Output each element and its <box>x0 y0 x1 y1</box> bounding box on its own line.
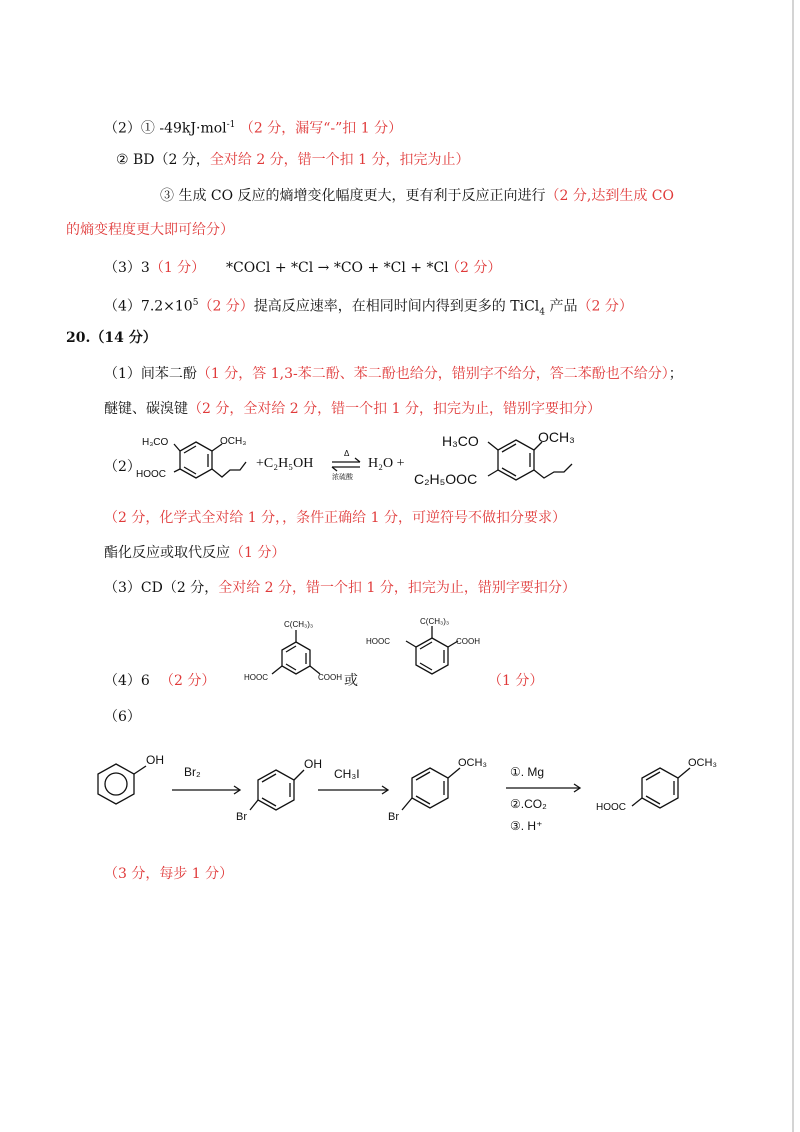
q19-part3 <box>104 258 205 278</box>
answer-text: （2）① -49kJ·mol <box>104 120 227 137</box>
label-hooc: HOOC <box>244 673 268 682</box>
label-tbutyl: C(CH₃)₃ <box>284 620 314 629</box>
q19-part2-3 <box>160 186 674 206</box>
label-och3: OCH₃ <box>220 436 247 447</box>
bond <box>488 442 498 450</box>
ring-double-bond <box>502 444 516 452</box>
answer-text: （1）间苯二酚 <box>104 366 197 382</box>
q20-part2-label: （2） <box>104 459 141 475</box>
punctuation: ； <box>668 366 683 382</box>
reagent-acid: ③. H⁺ <box>510 819 543 833</box>
label-h3co: H₃CO <box>142 437 169 448</box>
product-ring <box>642 768 678 808</box>
q19-part2-3-cont: 的熵变程度更大即可给分） <box>66 222 234 238</box>
scoring-note: （2 分，漏写“-”扣 1 分） <box>239 120 403 137</box>
label-hooc: HOOC <box>136 469 166 480</box>
phenol-ring <box>98 764 134 804</box>
bond <box>678 768 690 778</box>
unit-superscript: -1 <box>226 120 236 130</box>
label-h3co: H₃CO <box>442 433 479 449</box>
label-oh: OH <box>304 757 322 771</box>
reagent-ch3i: CH₃I <box>334 767 360 781</box>
scoring-note: （1 分） <box>230 545 286 561</box>
condition-heat: Δ <box>344 449 350 458</box>
isomer-2-structure <box>362 614 492 684</box>
label-hooc: HOOC <box>366 637 390 646</box>
benzene-ring <box>180 442 212 478</box>
ring-double-bond <box>646 796 660 804</box>
bond <box>250 800 258 810</box>
label-och3: OCH₃ <box>688 757 717 769</box>
scoring-note: 全对给 2 分，错一个扣 1 分，扣完为止，错别字要扣分） <box>218 580 576 596</box>
bond <box>134 766 146 774</box>
scoring-note: （1 分） <box>149 260 206 276</box>
benzene-ring <box>416 638 448 674</box>
answer-text: （3）CD <box>104 580 163 596</box>
answer-text: ③ 生成 CO 反应的熵增变化幅度更大，更有利于反应正向进行 <box>160 188 546 204</box>
q20-part4-label <box>104 671 150 691</box>
bond <box>448 768 460 778</box>
bromophenol-ring <box>258 770 294 810</box>
bond <box>488 470 498 476</box>
ring-double-bond <box>262 798 276 806</box>
ring-double-bond <box>502 468 516 476</box>
aromatic-circle <box>105 773 127 795</box>
label-br: Br <box>236 811 247 823</box>
answer-text: （4）6 <box>104 673 150 689</box>
scoring-note-black: （2 分， <box>162 580 219 596</box>
q20-part4-note: （2 分） <box>160 673 216 689</box>
q20-part2b <box>104 543 285 563</box>
scoring-note-2: （2 分） <box>577 298 633 315</box>
label-ester: C₂H₅OOC <box>414 471 478 487</box>
bond <box>402 798 412 810</box>
water-plus: H₂O + <box>368 456 405 471</box>
q20-part1b <box>104 399 601 419</box>
answer-text: （4）7.2×10 <box>104 298 193 315</box>
ring-double-bond <box>262 774 276 782</box>
page-edge <box>792 0 794 1132</box>
q20-part6-note: （3 分，每步 1 分） <box>104 866 234 882</box>
benzene-ring <box>498 440 534 480</box>
q20-part4-note2: （1 分） <box>488 673 544 689</box>
allyl-group <box>534 464 572 478</box>
label-och3: OCH₃ <box>538 429 575 445</box>
q19-part4 <box>104 293 633 322</box>
scoring-note: 全对给 2 分，错一个扣 1 分，扣完为止） <box>209 152 470 168</box>
label-br: Br <box>388 811 399 823</box>
bond <box>632 798 642 806</box>
answer-text: （3）3 <box>104 260 150 276</box>
label-tbutyl: C(CH₃)₃ <box>420 617 450 626</box>
q19-part3-equation: *COCl + *Cl → *CO + *Cl + *Cl <box>226 260 449 276</box>
scoring-note: （2 分,达到生成 CO <box>545 188 674 204</box>
q20-heading: 20.（14 分） <box>66 330 157 346</box>
q20-part3 <box>104 578 576 598</box>
q20-part2-note: （2 分，化学式全对给 1 分，，条件正确给 1 分，可逆符号不做扣分要求） <box>104 510 566 526</box>
plus-ethanol: +C₂H₅OH <box>256 456 314 471</box>
label-och3: OCH₃ <box>458 757 487 769</box>
reagent-br2: Br₂ <box>184 765 201 779</box>
condition-acid: 浓硫酸 <box>332 474 353 481</box>
label-oh: OH <box>146 753 164 767</box>
reagent-mg: ①. Mg <box>510 765 545 779</box>
reversible-arrow <box>330 448 364 486</box>
q20-part1 <box>104 364 683 384</box>
scoring-note: （1 分，答 1,3-苯二酚、苯二酚也给分，错别字不给分，答二苯酚也不给分） <box>196 366 669 382</box>
scoring-note-black: （2 分， <box>154 152 210 168</box>
q19-part2-2 <box>116 150 470 170</box>
answer-text-3: 产品 <box>545 298 578 315</box>
ring-double-bond <box>646 772 660 780</box>
bond <box>174 469 180 472</box>
isomer-1-structure <box>240 616 350 688</box>
or-word: 或 <box>344 673 358 689</box>
q20-part6-label: （6） <box>104 709 141 725</box>
reagent-co2: ②.CO₂ <box>510 797 547 811</box>
exponent: 5 <box>192 298 199 308</box>
label-cooh: COOH <box>318 673 342 682</box>
allyl-group <box>212 462 246 477</box>
bond <box>174 444 180 451</box>
subscript: 4 <box>539 307 546 318</box>
answer-text-2: 提高反应速率，在相同时间内得到更多的 TiCl <box>253 298 540 315</box>
bromoanisole-ring <box>412 768 448 808</box>
scoring-note: （2 分） <box>198 298 254 315</box>
ring-double-bond <box>416 796 430 804</box>
answer-text: 酯化反应或取代反应 <box>104 545 230 561</box>
bond <box>406 641 416 647</box>
q19-part2-1 <box>104 115 402 139</box>
bond <box>272 666 282 674</box>
answer-text: 醚键、碳溴键 <box>104 401 188 417</box>
answer-text: ② BD <box>116 152 155 168</box>
label-hooc: HOOC <box>596 802 626 813</box>
label-cooh: COOH <box>456 637 480 646</box>
bond <box>294 770 304 780</box>
ring-double-bond <box>416 772 430 780</box>
product-ester-structure <box>412 426 582 502</box>
scoring-note: （2 分，全对给 2 分，错一个扣 1 分，扣完为止，错别字要扣分） <box>188 401 601 417</box>
reactant-structure <box>130 434 250 494</box>
q19-part3-note2: （2 分） <box>446 260 502 276</box>
synthesis-route <box>96 748 736 844</box>
